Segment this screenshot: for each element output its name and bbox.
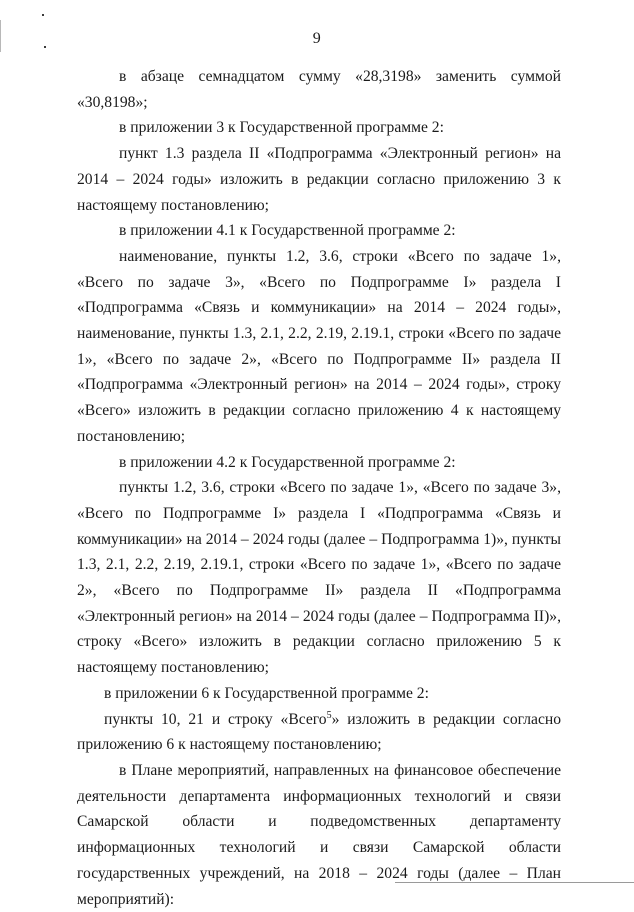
- paragraph: [77, 707, 561, 758]
- paragraph: пункты 1.2, 3.6, строки «Всего по задаче 1», «Всего по задаче 3», «Всего по Подпрограмме I» раздела I «Подпрограмма «Связь и коммуникации» на 2014 – 2024 годы (далее – Подпрограмма 1)», пункты 1.3, 2.1, 2.2, 2.19, 2.19.1, строки «Всего по задаче 1», «Всего по задаче 2», «Всего по Подпрограмме II» раздела II «Подпрограмма «Электронный регион» на 2014 – 2024 годы (далее – Подпрограмма II)», строку «Всего» изложить в редакции согласно приложению 5 к настоящему постановлению;: [77, 479, 561, 677]
- paragraph: в Плане мероприятий, направленных на финансовое обеспечение деятельности департамента информационных технологий и связи Самарской области и подведомственных департаменту информационных технологий и связи Самарской области государственных учреждений, на 2018 – 2024 годы (далее – План мероприятий):: [77, 761, 561, 908]
- paragraph: пункт 1.3 раздела II «Подпрограмма «Электронный регион» на 2014 – 2024 годы» изложить в редакции согласно приложению 3 к настоящему постановлению;: [77, 145, 561, 214]
- paragraph: наименование, пункты 1.2, 3.6, строки «Всего по задаче 1», «Всего по задаче 3», «Всего по Подпрограмме I» раздела I «Подпрограмма «Связь и коммуникации» на 2014 – 2024 годы», наименование, пункты 1.3, 2.1, 2.2, 2.19, 2.19.1, строки «Всего по задаче 1», «Всего по задаче 2», «Всего по Подпрограмме II» раздела II «Подпрограмма «Электронный регион» на 2014 – 2024 годы», строку «Всего» изложить в редакции согласно приложению 4 к настоящему постановлению;: [77, 247, 561, 445]
- paragraph: в приложении 4.1 к Государственной программе 2:: [119, 222, 456, 240]
- paragraph-text: пункты 10, 21 и строку «Всего: [104, 710, 327, 728]
- paragraph: в приложении 6 к Государственной программе 2:: [104, 684, 429, 702]
- document-body: [77, 64, 561, 912]
- scan-speck: [42, 14, 44, 16]
- page-number: 9: [312, 30, 322, 47]
- paragraph: в абзаце семнадцатом сумму «28,3198» заменить суммой «30,8198»;: [77, 68, 561, 111]
- paragraph: в приложении 3 к Государственной программе 2:: [119, 119, 444, 137]
- footnote-marker: 5: [326, 709, 332, 721]
- paragraph: в приложении 4.2 к Государственной программе 2:: [119, 453, 456, 471]
- paragraph-text: » изложить в редакции согласно приложению 6 к настоящему постановлению;: [77, 710, 562, 754]
